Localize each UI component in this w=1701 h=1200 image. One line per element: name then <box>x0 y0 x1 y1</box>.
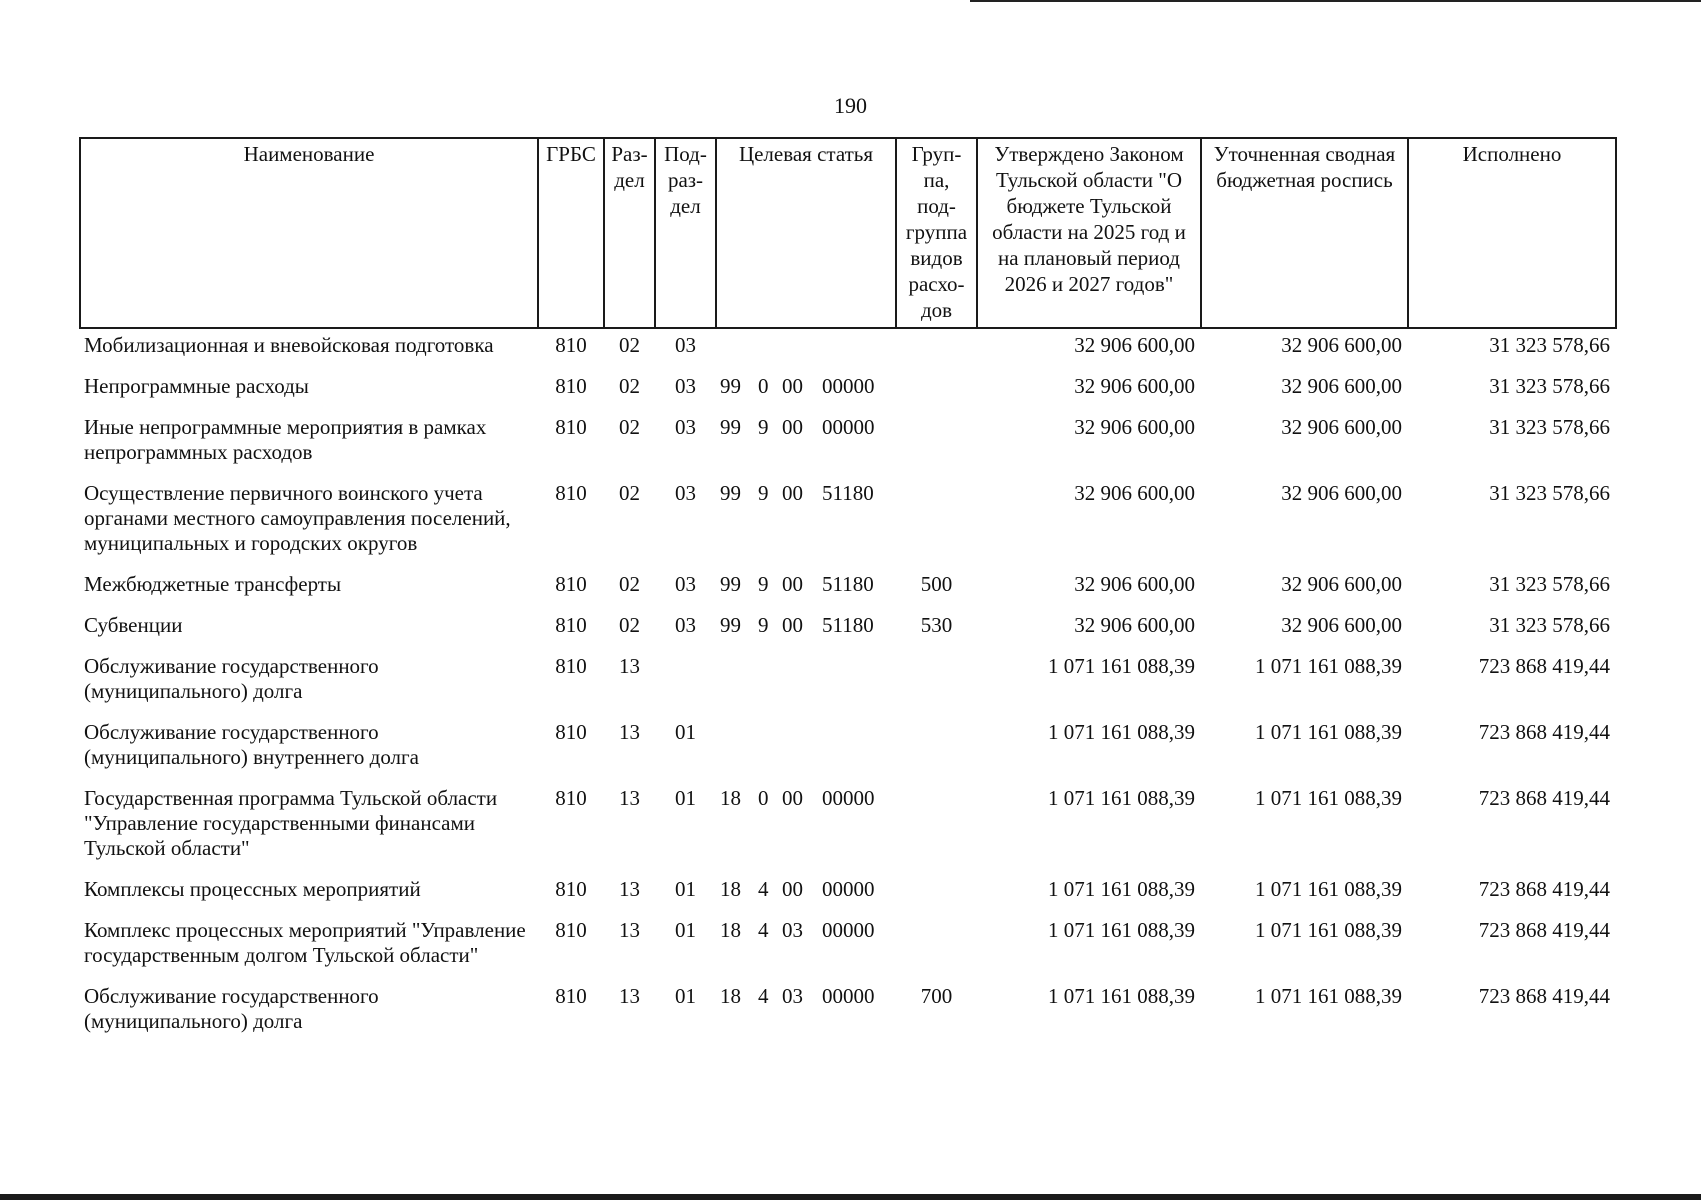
cell-expense-group: 500 <box>920 572 953 596</box>
header-razdel: Раз- дел <box>604 138 655 328</box>
cell-podrazdel: 01 <box>675 918 696 942</box>
cell-refined: 1 071 161 088,39 <box>1255 654 1402 678</box>
cell-name: Мобилизационная и вневойсковая подготовка <box>84 333 494 357</box>
table-row <box>80 980 1616 1046</box>
cell-executed: 31 323 578,66 <box>1489 374 1610 398</box>
table-row <box>80 716 1616 782</box>
target-activity-code: 00 <box>782 877 803 901</box>
cell-approved: 32 906 600,00 <box>1074 572 1195 596</box>
cell-grbs: 810 <box>555 333 587 357</box>
target-direction-code: 00000 <box>822 786 875 810</box>
cell-executed: 723 868 419,44 <box>1478 654 1610 678</box>
header-refined: Уточненная сводная бюджетная роспись <box>1201 138 1408 328</box>
table-row <box>80 411 1616 477</box>
cell-expense-group: 700 <box>920 984 953 1008</box>
target-program-code: 18 <box>720 877 741 901</box>
cell-razdel: 13 <box>619 654 640 678</box>
header-group: Груп- па, под- группа видов расхо- дов <box>896 138 977 328</box>
page-number: 190 <box>834 93 867 118</box>
cell-refined: 32 906 600,00 <box>1281 481 1402 505</box>
target-subprogram-code: 4 <box>758 877 769 901</box>
table-body <box>80 328 1616 1046</box>
header-executed: Исполнено <box>1408 138 1616 328</box>
cell-expense-group <box>896 716 977 782</box>
cell-razdel: 02 <box>619 374 640 398</box>
cell-name: Обслуживание государственного (муниципального) долга <box>84 984 379 1033</box>
table-row <box>80 568 1616 609</box>
cell-name: Непрограммные расходы <box>84 374 309 398</box>
cell-refined: 1 071 161 088,39 <box>1255 984 1402 1008</box>
cell-refined: 32 906 600,00 <box>1281 374 1402 398</box>
header-approved: Утверждено Законом Тульской области "О бюджете Тульской области на 2025 год и на плановый период 2026 и 2027 годов" <box>977 138 1201 328</box>
cell-refined: 1 071 161 088,39 <box>1255 877 1402 901</box>
cell-executed: 723 868 419,44 <box>1478 720 1610 744</box>
table-row <box>80 873 1616 914</box>
target-subprogram-code: 9 <box>758 572 769 596</box>
target-program-code: 99 <box>720 613 741 637</box>
target-direction-code: 51180 <box>822 613 874 637</box>
target-activity-code: 00 <box>782 613 803 637</box>
cell-approved: 32 906 600,00 <box>1074 613 1195 637</box>
target-direction-code: 51180 <box>822 481 874 505</box>
cell-podrazdel: 03 <box>675 613 696 637</box>
target-subprogram-code: 0 <box>758 786 769 810</box>
scan-bottom-edge-line <box>0 1194 1701 1200</box>
cell-executed: 723 868 419,44 <box>1478 877 1610 901</box>
cell-grbs: 810 <box>555 572 587 596</box>
budget-execution-table <box>79 137 1617 1046</box>
cell-executed: 31 323 578,66 <box>1489 572 1610 596</box>
cell-podrazdel: 03 <box>675 572 696 596</box>
target-subprogram-code: 4 <box>758 984 769 1008</box>
cell-podrazdel: 01 <box>675 786 696 810</box>
target-direction-code: 51180 <box>822 572 874 596</box>
cell-grbs: 810 <box>555 374 587 398</box>
cell-grbs: 810 <box>555 720 587 744</box>
cell-grbs: 810 <box>555 613 587 637</box>
cell-target <box>716 568 896 609</box>
target-program-code: 99 <box>720 415 741 439</box>
cell-name: Иные непрограммные мероприятия в рамках непрограммных расходов <box>84 415 487 464</box>
cell-approved: 1 071 161 088,39 <box>1048 720 1195 744</box>
cell-refined: 32 906 600,00 <box>1281 613 1402 637</box>
target-activity-code: 00 <box>782 572 803 596</box>
cell-refined: 1 071 161 088,39 <box>1255 720 1402 744</box>
cell-executed: 31 323 578,66 <box>1489 415 1610 439</box>
cell-target <box>716 609 896 650</box>
cell-executed: 31 323 578,66 <box>1489 481 1610 505</box>
cell-target <box>716 980 896 1046</box>
cell-podrazdel: 03 <box>675 415 696 439</box>
target-direction-code: 00000 <box>822 877 875 901</box>
cell-grbs: 810 <box>555 877 587 901</box>
target-direction-code: 00000 <box>822 374 875 398</box>
cell-expense-group <box>896 782 977 873</box>
cell-razdel: 13 <box>619 720 640 744</box>
cell-podrazdel: 03 <box>675 374 696 398</box>
target-program-code: 18 <box>720 984 741 1008</box>
cell-executed: 31 323 578,66 <box>1489 613 1610 637</box>
cell-expense-group: 530 <box>920 613 953 637</box>
cell-razdel: 13 <box>619 786 640 810</box>
table-row <box>80 914 1616 980</box>
cell-approved: 32 906 600,00 <box>1074 415 1195 439</box>
cell-target <box>716 477 896 568</box>
cell-target <box>716 411 896 477</box>
cell-podrazdel: 03 <box>675 333 696 357</box>
table-row <box>80 328 1616 370</box>
target-subprogram-code: 9 <box>758 481 769 505</box>
cell-grbs: 810 <box>555 481 587 505</box>
target-direction-code: 00000 <box>822 415 875 439</box>
scan-top-edge-line <box>970 0 1701 2</box>
target-direction-code: 00000 <box>822 918 875 942</box>
cell-grbs: 810 <box>555 786 587 810</box>
cell-expense-group <box>896 873 977 914</box>
cell-name: Обслуживание государственного (муниципального) внутреннего долга <box>84 720 419 769</box>
cell-name: Обслуживание государственного (муниципального) долга <box>84 654 379 703</box>
header-row <box>80 138 1616 328</box>
cell-razdel: 13 <box>619 877 640 901</box>
target-activity-code: 03 <box>782 984 803 1008</box>
cell-razdel: 02 <box>619 613 640 637</box>
cell-razdel: 13 <box>619 918 640 942</box>
cell-target <box>716 328 896 370</box>
cell-refined: 32 906 600,00 <box>1281 415 1402 439</box>
cell-name: Государственная программа Тульской области "Управление государственными финансами Тульской области" <box>84 786 498 860</box>
cell-expense-group <box>896 411 977 477</box>
cell-expense-group <box>896 477 977 568</box>
cell-grbs: 810 <box>555 415 587 439</box>
target-activity-code: 00 <box>782 374 803 398</box>
table-row <box>80 609 1616 650</box>
cell-grbs: 810 <box>555 654 587 678</box>
cell-target <box>716 370 896 411</box>
cell-target <box>716 873 896 914</box>
target-program-code: 99 <box>720 481 741 505</box>
cell-name: Комплекс процессных мероприятий "Управление государственным долгом Тульской области" <box>84 918 526 967</box>
table-row <box>80 650 1616 716</box>
cell-razdel: 02 <box>619 333 640 357</box>
cell-approved: 1 071 161 088,39 <box>1048 877 1195 901</box>
cell-approved: 32 906 600,00 <box>1074 374 1195 398</box>
cell-razdel: 13 <box>619 984 640 1008</box>
header-target: Целевая статья <box>716 138 896 328</box>
target-subprogram-code: 4 <box>758 918 769 942</box>
cell-approved: 1 071 161 088,39 <box>1048 654 1195 678</box>
cell-executed: 723 868 419,44 <box>1478 984 1610 1008</box>
target-subprogram-code: 0 <box>758 374 769 398</box>
cell-refined: 32 906 600,00 <box>1281 572 1402 596</box>
cell-approved: 32 906 600,00 <box>1074 333 1195 357</box>
cell-approved: 1 071 161 088,39 <box>1048 786 1195 810</box>
table-row <box>80 477 1616 568</box>
table-row <box>80 370 1616 411</box>
cell-executed: 723 868 419,44 <box>1478 918 1610 942</box>
cell-refined: 1 071 161 088,39 <box>1255 918 1402 942</box>
cell-podrazdel: 01 <box>675 877 696 901</box>
cell-grbs: 810 <box>555 918 587 942</box>
cell-expense-group <box>896 914 977 980</box>
target-subprogram-code: 9 <box>758 613 769 637</box>
cell-grbs: 810 <box>555 984 587 1008</box>
header-name: Наименование <box>80 138 538 328</box>
cell-executed: 31 323 578,66 <box>1489 333 1610 357</box>
target-program-code: 18 <box>720 918 741 942</box>
cell-target <box>716 914 896 980</box>
cell-expense-group <box>896 328 977 370</box>
cell-approved: 1 071 161 088,39 <box>1048 918 1195 942</box>
cell-approved: 32 906 600,00 <box>1074 481 1195 505</box>
header-grbs: ГРБС <box>538 138 604 328</box>
cell-refined: 1 071 161 088,39 <box>1255 786 1402 810</box>
target-program-code: 99 <box>720 572 741 596</box>
cell-razdel: 02 <box>619 481 640 505</box>
table-row <box>80 782 1616 873</box>
cell-executed: 723 868 419,44 <box>1478 786 1610 810</box>
cell-podrazdel: 01 <box>675 720 696 744</box>
target-activity-code: 00 <box>782 415 803 439</box>
target-program-code: 99 <box>720 374 741 398</box>
cell-podrazdel: 03 <box>675 481 696 505</box>
cell-target <box>716 782 896 873</box>
cell-razdel: 02 <box>619 572 640 596</box>
target-direction-code: 00000 <box>822 984 875 1008</box>
cell-expense-group <box>896 370 977 411</box>
cell-name: Субвенции <box>84 613 183 637</box>
target-activity-code: 03 <box>782 918 803 942</box>
cell-podrazdel: 01 <box>675 984 696 1008</box>
header-podrazdel: Под- раз- дел <box>655 138 716 328</box>
target-subprogram-code: 9 <box>758 415 769 439</box>
cell-razdel: 02 <box>619 415 640 439</box>
target-program-code: 18 <box>720 786 741 810</box>
cell-name: Межбюджетные трансферты <box>84 572 342 596</box>
cell-approved: 1 071 161 088,39 <box>1048 984 1195 1008</box>
cell-refined: 32 906 600,00 <box>1281 333 1402 357</box>
cell-name: Комплексы процессных мероприятий <box>84 877 421 901</box>
cell-expense-group <box>896 650 977 716</box>
cell-target <box>716 716 896 782</box>
table-header <box>80 138 1616 328</box>
target-activity-code: 00 <box>782 481 803 505</box>
target-activity-code: 00 <box>782 786 803 810</box>
cell-target <box>716 650 896 716</box>
cell-podrazdel <box>655 650 716 716</box>
cell-name: Осуществление первичного воинского учета органами местного самоуправления поселений, муниципальных и городских округов <box>84 481 511 555</box>
